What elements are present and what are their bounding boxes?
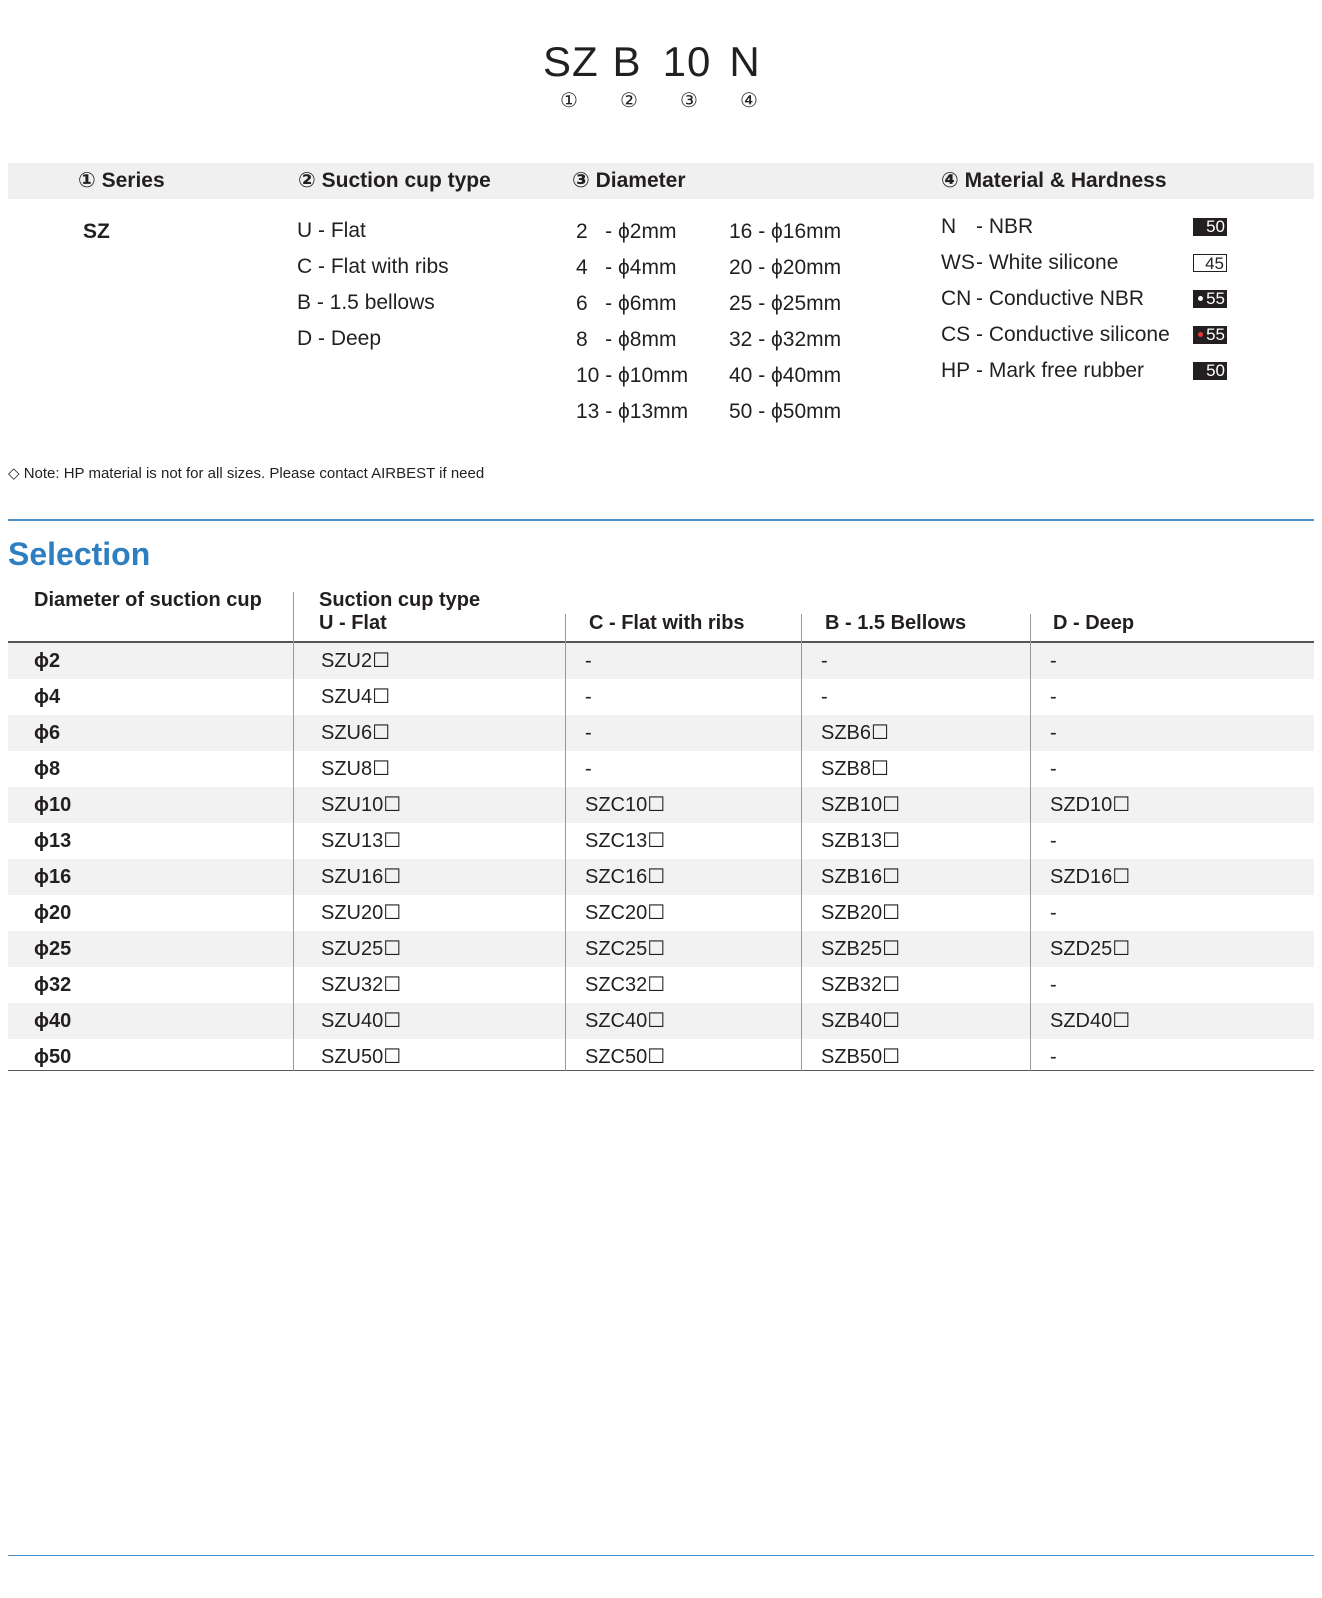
diameter-cell: ϕ13 — [34, 830, 72, 852]
header-material-hardness: ④ Material & Hardness — [941, 169, 1167, 192]
list-item: C - Flat with ribs — [297, 255, 449, 278]
model-cell: SZU25☐ — [321, 938, 402, 960]
model-cell: SZB8☐ — [821, 758, 889, 780]
table-row — [8, 787, 1314, 823]
header-diameter: ③ Diameter — [572, 169, 686, 192]
column-header-c-flat-ribs: C - Flat with ribs — [589, 612, 745, 634]
code-index-3: ③ — [680, 90, 698, 112]
model-cell: SZC16☐ — [585, 866, 666, 888]
model-cell: - — [1050, 902, 1057, 924]
list-item: 40 - ϕ40mm — [729, 364, 842, 387]
list-item: 50 - ϕ50mm — [729, 400, 842, 423]
code-index-2: ② — [620, 90, 638, 112]
table-row — [8, 967, 1314, 1003]
model-cell: SZU10☐ — [321, 794, 402, 816]
material-name: - White silicone — [976, 251, 1119, 274]
material-code: CN — [941, 287, 972, 310]
material-name: - Conductive silicone — [976, 323, 1170, 346]
model-cell: - — [1050, 830, 1057, 852]
diameter-cell: ϕ10 — [34, 794, 72, 816]
model-cell: - — [1050, 686, 1057, 708]
diameter-cell: ϕ8 — [34, 758, 61, 780]
material-name: - Conductive NBR — [976, 287, 1145, 310]
model-cell: - — [821, 686, 828, 708]
model-cell: SZB32☐ — [821, 974, 901, 996]
model-cell: - — [1050, 1046, 1057, 1068]
column-header-u-flat: U - Flat — [319, 612, 387, 634]
model-cell: SZU2☐ — [321, 650, 391, 672]
code-part-series: SZ — [543, 38, 599, 85]
model-cell: - — [1050, 722, 1057, 744]
model-cell: - — [821, 650, 828, 672]
material-code: CS — [941, 323, 971, 346]
code-index-4: ④ — [740, 90, 758, 112]
column-header-type-label: Suction cup type — [319, 589, 481, 611]
model-cell: SZU6☐ — [321, 722, 391, 744]
diameter-cell: ϕ20 — [34, 902, 72, 924]
diameter-cell: ϕ25 — [34, 938, 72, 960]
list-item: 32 - ϕ32mm — [729, 328, 842, 351]
model-cell: SZU4☐ — [321, 686, 391, 708]
table-row — [8, 715, 1314, 751]
model-cell: SZU20☐ — [321, 902, 402, 924]
model-cell: SZD16☐ — [1050, 866, 1131, 888]
list-item: 6 - ϕ6mm — [576, 292, 677, 315]
table-row — [8, 643, 1314, 679]
hardness-badge: 50 — [1193, 218, 1227, 236]
diameter-cell: ϕ4 — [34, 686, 61, 708]
column-divider — [293, 592, 294, 1071]
diameter-cell: ϕ40 — [34, 1010, 72, 1032]
section-title: Selection — [8, 536, 151, 572]
list-item: 20 - ϕ20mm — [729, 256, 842, 279]
model-cell: SZD10☐ — [1050, 794, 1131, 816]
list-item: D - Deep — [297, 327, 382, 350]
diameter-cell: ϕ32 — [34, 974, 72, 996]
divider — [8, 519, 1314, 521]
model-cell: SZU32☐ — [321, 974, 402, 996]
table-row — [8, 823, 1314, 859]
list-item: 16 - ϕ16mm — [729, 220, 842, 243]
code-part-material: N — [729, 38, 761, 85]
model-cell: - — [585, 722, 592, 744]
material-name: - NBR — [976, 215, 1034, 238]
table-row — [8, 895, 1314, 931]
list-item: 13 - ϕ13mm — [576, 400, 689, 423]
column-divider — [801, 614, 802, 1071]
model-cell: SZU8☐ — [321, 758, 391, 780]
list-item: 25 - ϕ25mm — [729, 292, 842, 315]
column-header-diameter: Diameter of suction cup — [34, 589, 262, 611]
model-cell: - — [585, 650, 592, 672]
model-cell: - — [585, 758, 592, 780]
model-cell: SZB40☐ — [821, 1010, 901, 1032]
model-cell: - — [1050, 650, 1057, 672]
diameter-cell: ϕ2 — [34, 650, 61, 672]
column-divider — [1030, 614, 1031, 1071]
code-index-1: ① — [560, 90, 578, 112]
model-cell: SZB25☐ — [821, 938, 901, 960]
header-suction-cup-type: ② Suction cup type — [298, 169, 491, 192]
model-cell: SZC13☐ — [585, 830, 666, 852]
table-row — [8, 679, 1314, 715]
model-cell: SZU13☐ — [321, 830, 402, 852]
code-part-diameter: 10 — [662, 38, 712, 85]
header-series: ① Series — [78, 169, 165, 192]
model-cell: SZB16☐ — [821, 866, 901, 888]
table-row — [8, 1003, 1314, 1039]
model-cell: SZC32☐ — [585, 974, 666, 996]
list-item: B - 1.5 bellows — [297, 291, 435, 314]
hardness-badge: 55 — [1193, 326, 1227, 344]
column-header-b-bellows: B - 1.5 Bellows — [825, 612, 967, 634]
model-cell: SZC25☐ — [585, 938, 666, 960]
model-cell: SZB6☐ — [821, 722, 889, 744]
model-cell: SZC10☐ — [585, 794, 666, 816]
table-row — [8, 859, 1314, 895]
table-row — [8, 751, 1314, 787]
material-name: - Mark free rubber — [976, 359, 1145, 382]
material-code: N — [941, 215, 957, 238]
model-cell: SZC50☐ — [585, 1046, 666, 1068]
model-cell: SZB50☐ — [821, 1046, 901, 1068]
hardness-badge: 50 — [1193, 362, 1227, 380]
hardness-badge: 45 — [1193, 254, 1227, 272]
model-cell: SZU40☐ — [321, 1010, 402, 1032]
diameter-cell: ϕ50 — [34, 1046, 72, 1068]
series-value: SZ — [83, 220, 110, 243]
list-item: 8 - ϕ8mm — [576, 328, 677, 351]
model-cell: SZD25☐ — [1050, 938, 1131, 960]
model-cell: SZB10☐ — [821, 794, 901, 816]
bottom-rule — [8, 1070, 1314, 1071]
list-item: 2 - ϕ2mm — [576, 220, 677, 243]
hardness-badge: 55 — [1193, 290, 1227, 308]
footer-divider — [8, 1555, 1314, 1556]
diameter-cell: ϕ16 — [34, 866, 72, 888]
model-cell: SZC20☐ — [585, 902, 666, 924]
list-item: 10 - ϕ10mm — [576, 364, 689, 387]
code-part-type: B — [612, 38, 642, 85]
model-cell: - — [585, 686, 592, 708]
model-cell: SZU50☐ — [321, 1046, 402, 1068]
note-text: ◇ Note: HP material is not for all sizes. Please contact AIRBEST if need — [8, 465, 485, 482]
list-item: U - Flat — [297, 219, 366, 242]
material-code: WS — [941, 251, 975, 274]
column-header-d-deep: D - Deep — [1053, 612, 1135, 634]
conductive-dot-icon — [1198, 296, 1203, 301]
model-cell: SZU16☐ — [321, 866, 402, 888]
diameter-cell: ϕ6 — [34, 722, 61, 744]
model-cell: SZB13☐ — [821, 830, 901, 852]
model-cell: - — [1050, 974, 1057, 996]
conductive-dot-icon — [1198, 332, 1203, 337]
table-row — [8, 931, 1314, 967]
material-code: HP — [941, 359, 971, 382]
list-item: 4 - ϕ4mm — [576, 256, 677, 279]
model-cell: SZB20☐ — [821, 902, 901, 924]
model-cell: SZC40☐ — [585, 1010, 666, 1032]
model-cell: SZD40☐ — [1050, 1010, 1131, 1032]
column-divider — [565, 614, 566, 1071]
model-cell: - — [1050, 758, 1057, 780]
